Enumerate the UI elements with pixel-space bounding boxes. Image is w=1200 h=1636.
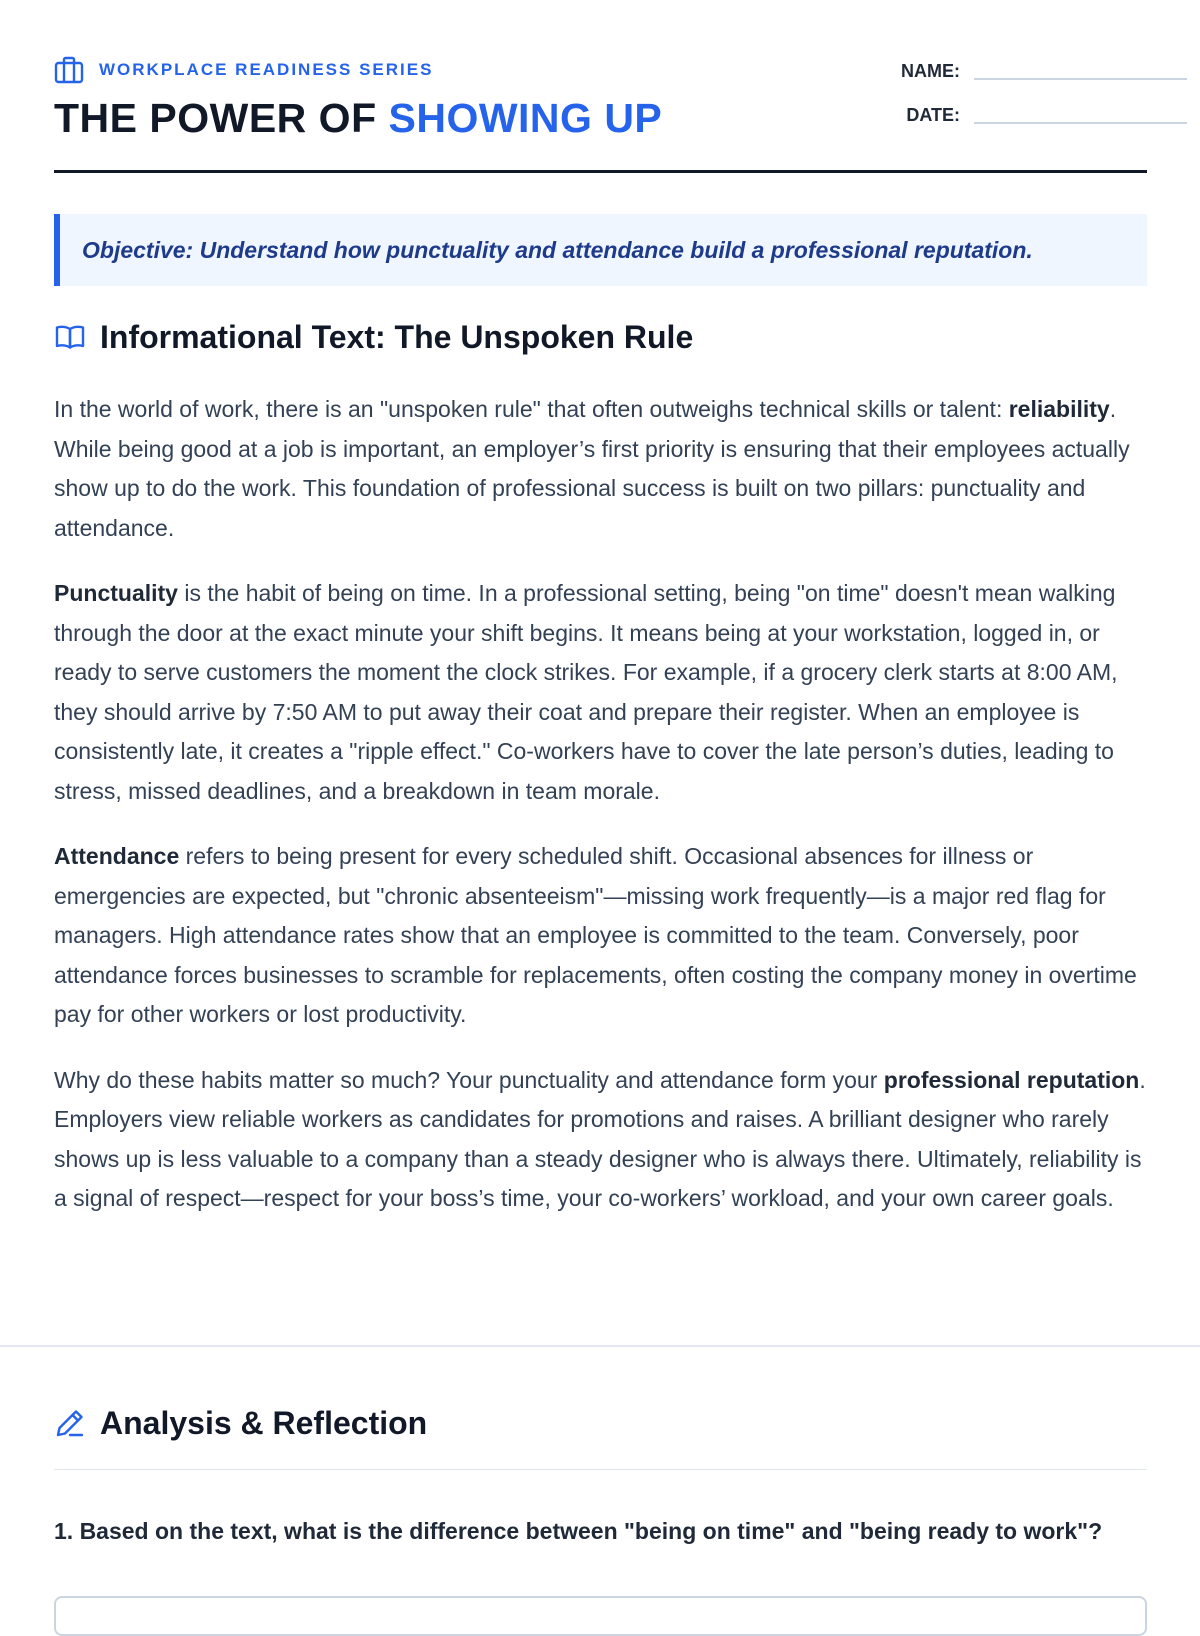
p4-text-c: . Employers view reliable workers as candidates for promotions and raises. A brilliant designer who rarely shows up is less valuable to a company than a steady designer who is always there. Ultimately, reliability is a signal of respect—respect for your boss’s time, your co-workers’ workload, and your own career goals. [54,1066,1146,1211]
paragraph-reliability [54,390,1147,548]
page-title [54,92,662,144]
name-input-line[interactable] [974,78,1187,80]
title-accent: SHOWING UP [388,95,663,141]
analysis-heading [54,1403,427,1443]
term-professional-reputation: professional reputation [883,1066,1140,1093]
pencil-icon [54,1407,86,1439]
title-main: THE POWER OF [54,95,389,141]
paragraph-attendance [54,837,1147,1035]
answer-1-box[interactable] [54,1596,1147,1636]
series-label: WORKPLACE READINESS SERIES [99,60,434,79]
name-field [836,52,1187,82]
analysis-divider [54,1469,1147,1470]
question-1: 1. Based on the text, what is the difference between "being on time" and "being ready to work"? [54,1518,1103,1544]
objective-text: Objective: Understand how punctuality and attendance build a professional reputation. [82,236,1033,263]
informational-heading [54,317,693,357]
date-input-line[interactable] [974,122,1187,124]
paragraph-punctuality [54,574,1147,811]
section-divider [0,1345,1200,1347]
p1-text-a: In the world of work, there is an "unspoken rule" that often outweighs technical skills or talent: [54,396,1009,422]
date-field [836,96,1187,126]
objective-box [54,214,1147,286]
term-attendance: Attendance [54,843,180,869]
date-label: DATE: [906,105,960,125]
header-divider [54,170,1147,173]
term-reliability: reliability [1008,396,1110,422]
name-label: NAME: [901,61,960,81]
worksheet-header [54,0,1147,174]
analysis-heading-text: Analysis & Reflection [100,1405,428,1441]
p4-text-a: Why do these habits matter so much? Your punctuality and attendance form your [54,1066,884,1093]
briefcase-icon [54,56,84,84]
informational-heading-text: Informational Text: The Unspoken Rule [100,319,694,355]
p2-text-b: is the habit of being on time. In a professional setting, being "on time" doesn't mean walking through the door at the exact minute your shift begins. It means being at your workstation, logged in, or ready to serve customers the moment the clock strikes. For example, if a grocery clerk starts at 8:00 AM, they should arrive by 7:50 AM to put away their coat and prepare their register. When an employee is consistently late, it creates a "ripple effect." Co-workers have to cover the late person’s duties, leading to stress, missed deadlines, and a breakdown in team morale. [54,580,1118,804]
p3-text-b: refers to being present for every scheduled shift. Occasional absences for illness or emergencies are expected, but "chronic absenteeism"—missing work frequently—is a major red flag for managers. High attendance rates show that an employee is committed to the team. Conversely, poor attendance forces businesses to scramble for replacements, often costing the company money in overtime pay for other workers or lost productivity. [54,843,1137,1027]
term-punctuality: Punctuality [54,580,178,606]
open-book-icon [54,321,86,353]
p1-text-c: . While being good at a job is important, an employer’s first priority is ensuring that their employees actually show up to do the work. This foundation of professional success is built on two pillars: punctuality and attendance. [54,396,1130,541]
series-line [54,56,433,84]
paragraph-reputation [54,1061,1147,1219]
informational-text [54,390,1147,1245]
